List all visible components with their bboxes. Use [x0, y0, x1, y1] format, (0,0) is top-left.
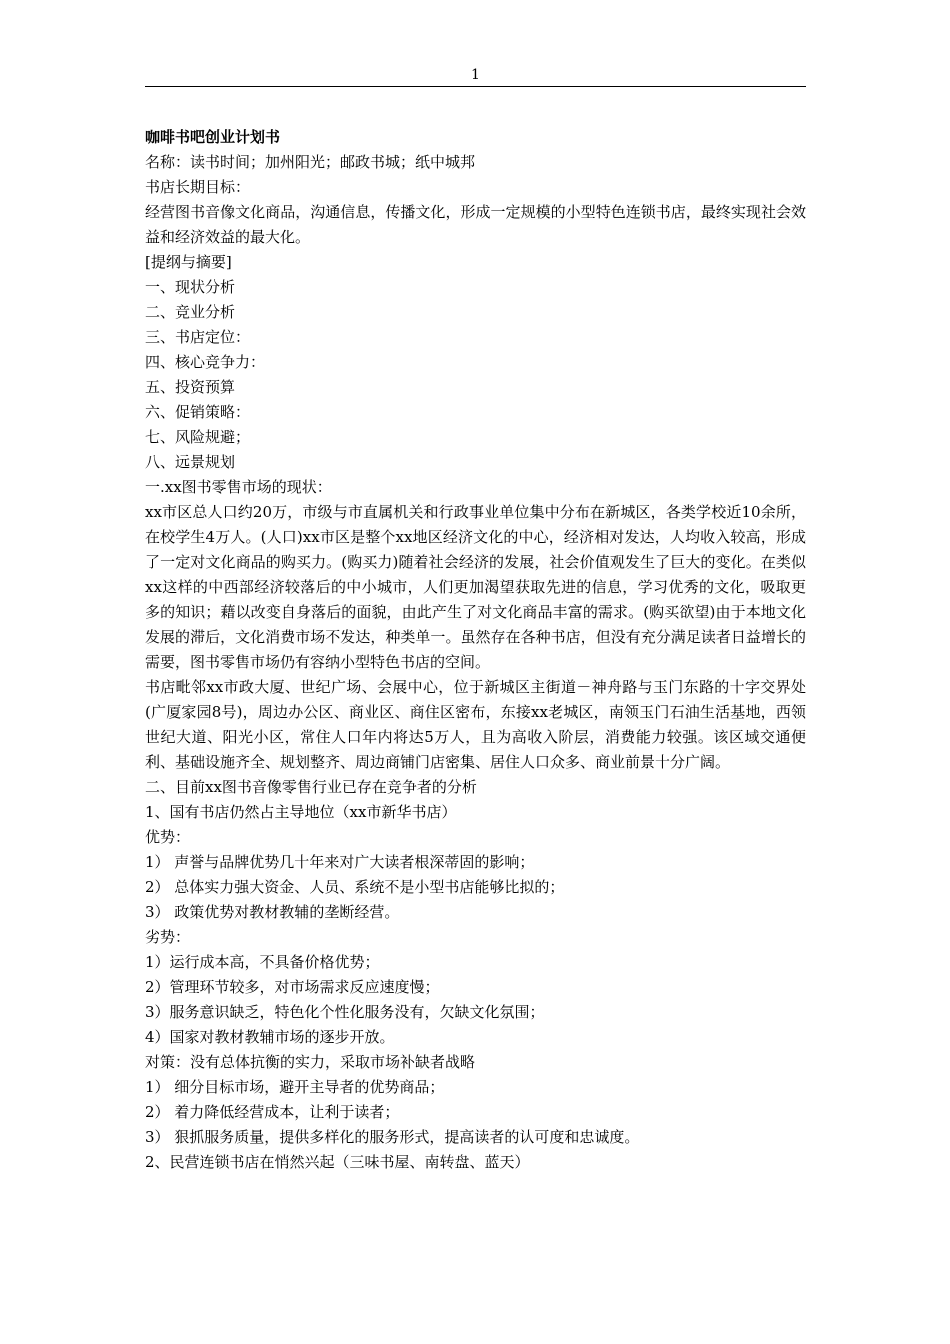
outline-item: 四、核心竞争力： [145, 353, 266, 371]
list-item: 1）运行成本高，不具备价格优势； [145, 953, 380, 971]
outline-item: 七、风险规避； [145, 428, 251, 446]
market-status-paragraph: xx市区总人口约20万，市级与市直属机关和行政事业单位集中分布在新城区，各类学校近10余所，在校学生4万人。(人口)xx市区是整个xx地区经济文化的中心，经济相对发达，人均收入较高，形成了一定对文化商品的购买力。(购买力)随着社会经济的发展，社会价值观发生了巨大的变化。在类似xx这样的中西部经济较落后的中小城市，人们更加渴望获取先进的信息，学习优秀的文化，吸取更多的知识；藉以改变自身落后的面貌，由此产生了对文化商品丰富的需求。(购买欲望)由于本地文化发展的滞后，文化消费市场不发达，种类单一。虽然存在各种书店，但没有充分满足读者日益增长的需要，图书零售市场仍有容纳小型特色书店的空间。 [145, 503, 806, 671]
list-item: 3）服务意识缺乏，特色化个性化服务没有，欠缺文化氛围； [145, 1003, 545, 1021]
list-item: 3） 狠抓服务质量，提供多样化的服务形式，提高读者的认可度和忠诚度。 [145, 1128, 640, 1146]
document-body [145, 125, 806, 1175]
document-title: 咖啡书吧创业计划书 [145, 128, 281, 146]
outline-item: 二、竞业分析 [145, 303, 236, 321]
list-item: 2） 着力降低经营成本，让利于读者； [145, 1103, 400, 1121]
outline-item: 八、远景规划 [145, 453, 236, 471]
outline-item: 六、促销策略： [145, 403, 251, 421]
list-item: 2） 总体实力强大资金、人员、系统不是小型书店能够比拟的； [145, 878, 565, 896]
strengths-heading: 优势： [145, 828, 191, 846]
subsection-heading: 2、民营连锁书店在悄然兴起（三味书屋、南转盘、蓝天） [145, 1153, 530, 1171]
list-item: 2）管理环节较多，对市场需求反应速度慢； [145, 978, 440, 996]
list-item: 1） 细分目标市场，避开主导者的优势商品； [145, 1078, 445, 1096]
outline-heading: [提纲与摘要] [145, 253, 232, 271]
list-item: 3） 政策优势对教材教辅的垄断经营。 [145, 903, 400, 921]
outline-item: 三、书店定位： [145, 328, 251, 346]
page-number: 1 [471, 67, 480, 83]
list-item: 4）国家对教材教辅市场的逐步开放。 [145, 1028, 395, 1046]
goal-paragraph: 经营图书音像文化商品，沟通信息，传播文化，形成一定规模的小型特色连锁书店，最终实现社会效益和经济效益的最大化。 [145, 203, 806, 246]
weaknesses-heading: 劣势： [145, 928, 191, 946]
header-divider [145, 86, 806, 87]
section-heading: 二、目前xx图书音像零售行业已存在竞争者的分析 [145, 778, 477, 796]
goal-heading: 书店长期目标： [145, 178, 251, 196]
outline-item: 五、投资预算 [145, 378, 236, 396]
outline-item: 一、现状分析 [145, 278, 236, 296]
subsection-heading: 1、国有书店仍然占主导地位（xx市新华书店） [145, 803, 457, 821]
section-heading: 一.xx图书零售市场的现状： [145, 478, 332, 496]
location-paragraph: 书店毗邻xx市政大厦、世纪广场、会展中心，位于新城区主街道－神舟路与玉门东路的十字交界处(广厦家园8号)，周边办公区、商业区、商住区密布，东接xx老城区，南领玉门石油生活基地，西领世纪大道、阳光小区，常住人口年内将达5万人，且为高收入阶层，消费能力较强。该区域交通便利、基础设施齐全、规划整齐、周边商铺门店密集、居住人口众多、商业前景十分广阔。 [145, 678, 806, 771]
list-item: 1） 声誉与品牌优势几十年来对广大读者根深蒂固的影响； [145, 853, 535, 871]
store-name-line: 名称：读书时间；加州阳光；邮政书城；纸中城邦 [145, 153, 476, 171]
strategy-heading: 对策：没有总体抗衡的实力，采取市场补缺者战略 [145, 1053, 476, 1071]
